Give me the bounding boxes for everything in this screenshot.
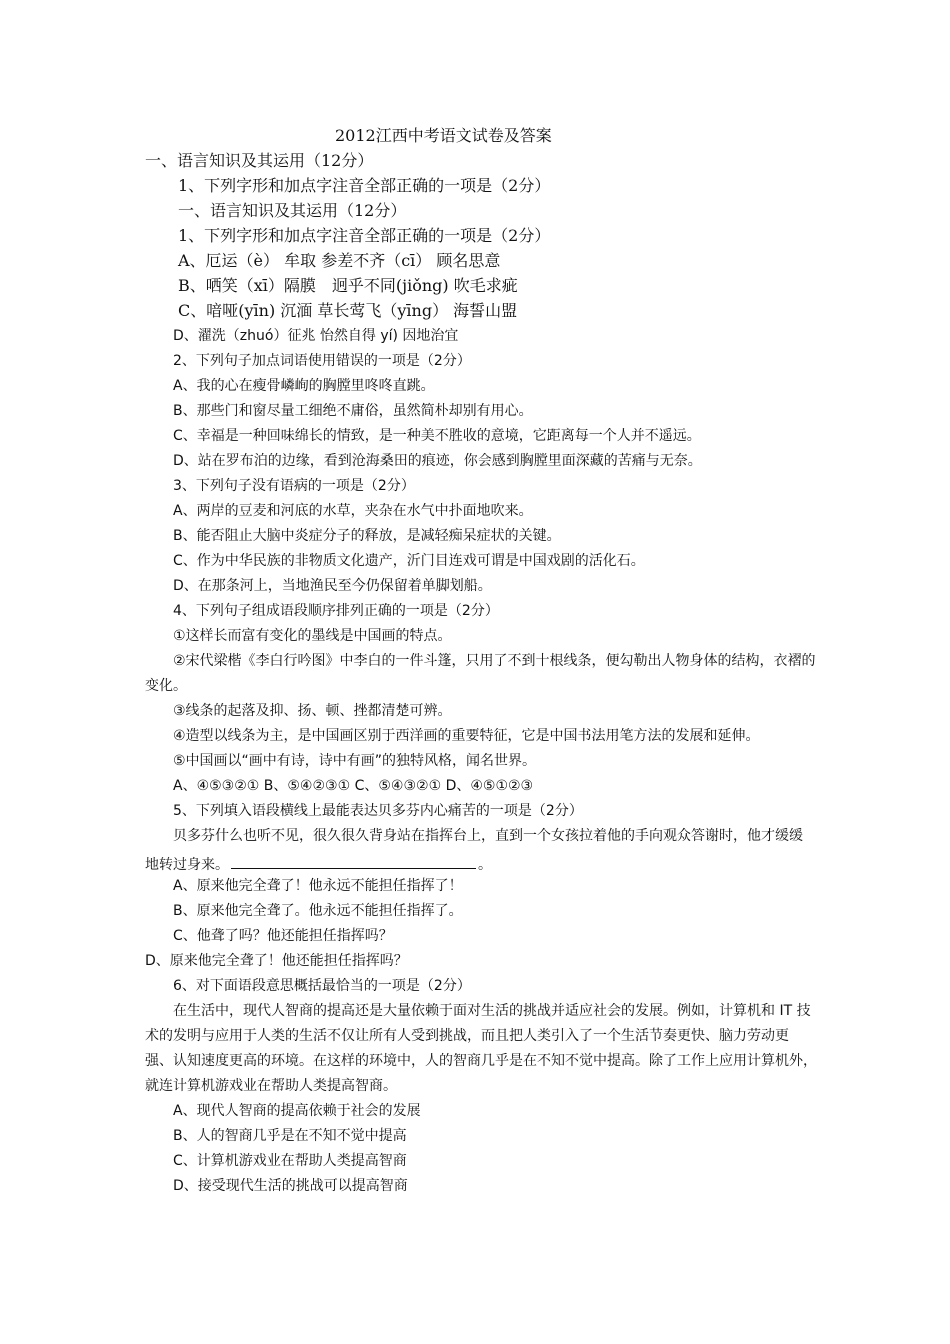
q5-passage-line-2-text: 地转过身来。 [145, 857, 229, 873]
q6-option-b: B、人的智商几乎是在不知不觉中提高 [173, 1128, 407, 1144]
q5-option-d: D、原来他完全聋了！他还能担任指挥吗？ [145, 953, 408, 969]
q6-passage-line-2: 术的发明与应用于人类的生活不仅让所有人受到挑战，而且把人类引入了一个生活节奏更快、脑力劳动更 [145, 1028, 789, 1044]
section-heading: 一、语言知识及其运用（12分） [145, 151, 374, 170]
q5-answer-blank [231, 854, 476, 869]
q6-option-c: C、计算机游戏业在帮助人类提高智商 [173, 1153, 407, 1169]
q1-option-b: B、哂笑（xī）隔膜 迥乎不同(jiǒng) 吹毛求疵 [178, 276, 518, 295]
q1-option-a: A、厄运（è） 牟取 参差不齐（cī） 顾名思意 [178, 251, 501, 270]
question-1-repeat: 1、下列字形和加点字注音全部正确的一项是（2分） [178, 226, 551, 245]
q6-passage-line-4: 就连计算机游戏业在帮助人类提高智商。 [145, 1078, 397, 1094]
q5-option-c: C、他聋了吗？他还能担任指挥吗？ [173, 928, 393, 944]
q5-passage-line-1: 贝多芬什么也听不见，很久很久背身站在指挥台上，直到一个女孩拉着他的手向观众答谢时，他才缓缓 [173, 828, 803, 844]
q6-option-d: D、接受现代生活的挑战可以提高智商 [173, 1178, 408, 1194]
question-1: 1、下列字形和加点字注音全部正确的一项是（2分） [178, 176, 551, 195]
question-6: 6、对下面语段意思概括最恰当的一项是（2分） [173, 978, 471, 994]
q6-option-a: A、现代人智商的提高依赖于社会的发展 [173, 1103, 421, 1119]
q6-passage-line-3: 强、认知速度更高的环境。在这样的环境中，人的智商几乎是在不知不觉中提高。除了工作上应用计算机外， [145, 1053, 817, 1069]
question-4: 4、下列句子组成语段顺序排列正确的一项是（2分） [173, 603, 499, 619]
q2-option-a: A、我的心在瘦骨嶙峋的胸膛里咚咚直跳。 [173, 378, 435, 394]
q2-option-b: B、那些门和窗尽量工细绝不庸俗，虽然简朴却别有用心。 [173, 403, 533, 419]
q3-option-b: B、能否阻止大脑中炎症分子的释放，是减轻痴呆症状的关键。 [173, 528, 561, 544]
q3-option-c: C、作为中华民族的非物质文化遗产，沂门目连戏可谓是中国戏剧的活化石。 [173, 553, 645, 569]
q4-sentence-2-line-1: ②宋代梁楷《李白行吟图》中李白的一件斗篷，只用了不到十根线条，便勾勒出人物身体的结构，衣褶的 [173, 653, 816, 669]
q5-passage-line-2-end: 。 [478, 857, 492, 873]
question-5: 5、下列填入语段横线上最能表达贝多芬内心痛苦的一项是（2分） [173, 803, 583, 819]
section-heading-repeat: 一、语言知识及其运用（12分） [178, 201, 407, 220]
q4-sentence-1: ①这样长而富有变化的墨线是中国画的特点。 [173, 628, 452, 644]
question-3: 3、下列句子没有语病的一项是（2分） [173, 478, 415, 494]
q3-option-a: A、两岸的豆麦和河底的水草，夹杂在水气中扑面地吹来。 [173, 503, 533, 519]
q4-sentence-2-line-2: 变化。 [145, 678, 187, 694]
q3-option-d: D、在那条河上，当地渔民至今仍保留着单脚划船。 [173, 578, 492, 594]
q6-passage-line-1: 在生活中，现代人智商的提高还是大量依赖于面对生活的挑战并适应社会的发展。例如，计算机和 IT 技 [173, 1003, 811, 1019]
question-2: 2、下列句子加点词语使用错误的一项是（2分） [173, 353, 471, 369]
q5-option-b: B、原来他完全聋了。他永远不能担任指挥了。 [173, 903, 463, 919]
q4-sentence-3: ③线条的起落及抑、扬、顿、挫都清楚可辨。 [173, 703, 452, 719]
q2-option-c: C、幸福是一种回味绵长的情致，是一种美不胜收的意境，它距离每一个人并不遥远。 [173, 428, 701, 444]
q4-sentence-5: ⑤中国画以“画中有诗，诗中有画”的独特风格，闻名世界。 [173, 753, 537, 769]
q5-option-a: A、原来他完全聋了！他永远不能担任指挥了！ [173, 878, 463, 894]
q4-sentence-4: ④造型以线条为主，是中国画区别于西洋画的重要特征，它是中国书法用笔方法的发展和延伸。 [173, 728, 760, 744]
q1-option-c: C、喑哑(yīn) 沉湎 草长莺飞（yīng） 海誓山盟 [178, 301, 518, 320]
doc-title: 2012江西中考语文试卷及答案 [335, 126, 552, 145]
q5-passage-line-2 [145, 854, 492, 872]
q4-options: A、④⑤③②① B、⑤④②③① C、⑤④③②① D、④⑤①②③ [173, 778, 534, 794]
q2-option-d: D、站在罗布泊的边缘，看到沧海桑田的痕迹，你会感到胸膛里面深藏的苦痛与无奈。 [173, 453, 702, 469]
q1-option-d: D、濯洗（zhuó）征兆 怡然自得 yí) 因地治宜 [173, 328, 459, 344]
